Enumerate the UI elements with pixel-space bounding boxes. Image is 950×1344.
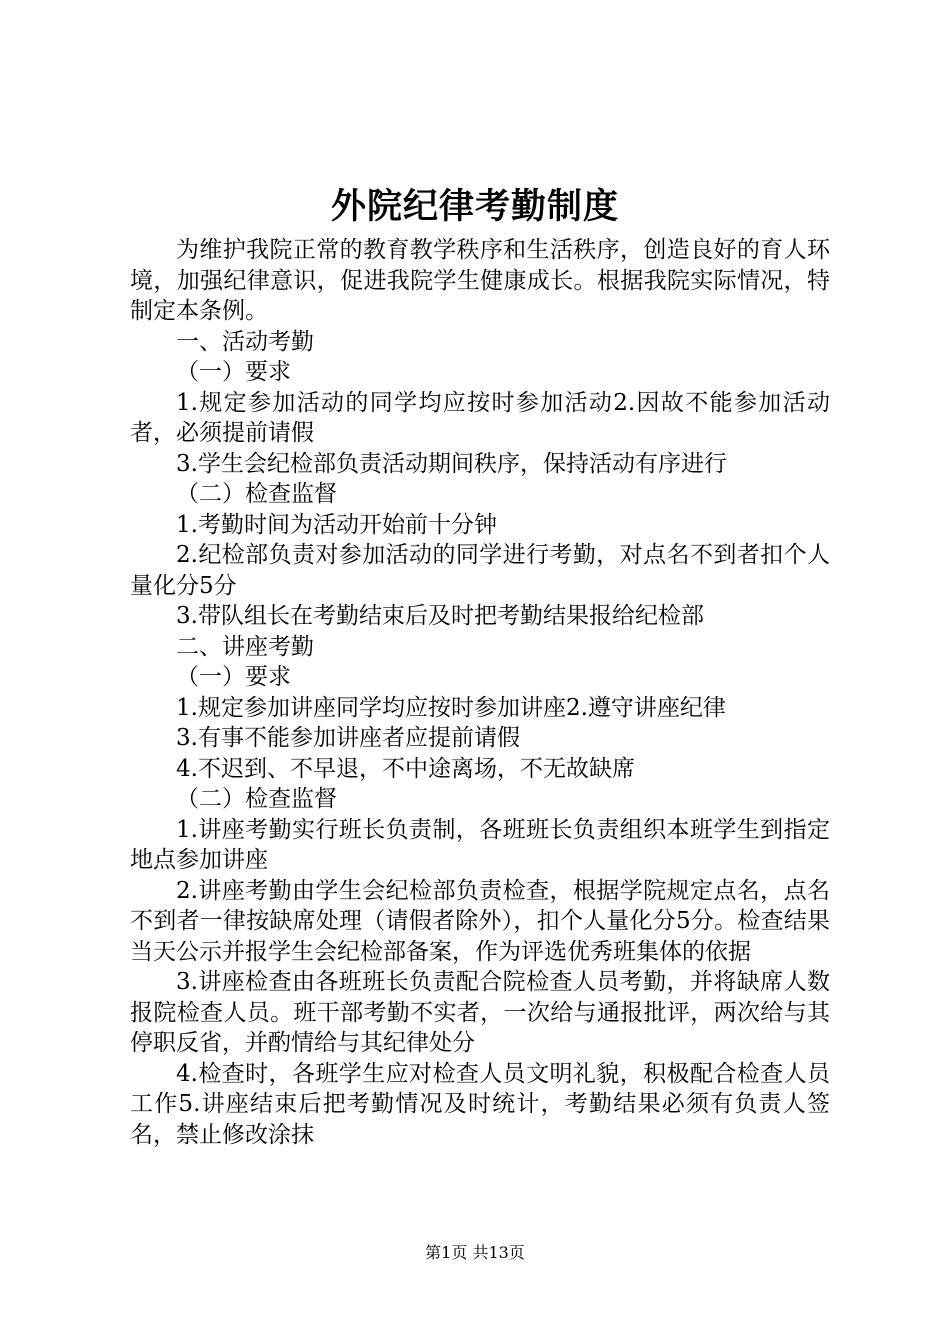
paragraph-item: 1.规定参加讲座同学均应按时参加讲座2.遵守讲座纪律 <box>176 694 726 721</box>
subheading-requirements: （一）要求 <box>176 664 291 690</box>
document-title: 外院纪律考勤制度 <box>330 186 619 227</box>
paragraph-item: 4.不迟到、不早退，不中途离场，不无故缺席 <box>176 755 635 782</box>
paragraph-item: 3.有事不能参加讲座者应提前请假 <box>176 725 520 751</box>
subheading-inspection: （二）检查监督 <box>176 786 337 812</box>
subheading-inspection: （二）检查监督 <box>176 481 337 507</box>
paragraph-item: 3.学生会纪检部负责活动期间秩序，保持活动有序进行 <box>176 450 727 477</box>
subheading-requirements: （一）要求 <box>176 359 291 385</box>
heading-activity-attendance: 一、活动考勤 <box>176 328 314 355</box>
paragraph-intro: 为维护我院正常的教育教学秩序和生活秩序，创造良好的育人环境，加强纪律意识，促进我院学生健康成长。根据我院实际情况，特制定本条例。 <box>130 237 830 324</box>
paragraph-item: 3.讲座检查由各班班长负责配合院检查人员考勤，并将缺席人数报院检查人员。班干部考勤不实者，一次给与通报批评，两次给与其停职反省，并酌情给与其纪律处分 <box>130 969 830 1056</box>
paragraph-item: 1.规定参加活动的同学均应按时参加活动2.因故不能参加活动者，必须提前请假 <box>130 389 830 446</box>
page-number-footer: 第1页 共13页 <box>425 1243 525 1262</box>
heading-lecture-attendance: 二、讲座考勤 <box>176 633 314 660</box>
document-body <box>130 235 830 1150</box>
paragraph-item: 2.纪检部负责对参加活动的同学进行考勤，对点名不到者扣个人量化分5分 <box>130 542 830 599</box>
paragraph-item: 3.带队组长在考勤结束后及时把考勤结果报给纪检部 <box>176 603 704 629</box>
paragraph-item: 2.讲座考勤由学生会纪检部负责检查，根据学院规定点名，点名不到者一律按缺席处理（请假者除外），扣个人量化分5分。检查结果当天公示并报学生会纪检部备案，作为评选优秀班集体的依据 <box>130 877 830 965</box>
paragraph-item: 1.考勤时间为活动开始前十分钟 <box>176 511 497 538</box>
paragraph-item: 4.检查时，各班学生应对检查人员文明礼貌，积极配合检查人员工作5.讲座结束后把考勤情况及时统计，考勤结果必须有负责人签名，禁止修改涂抹 <box>130 1060 830 1148</box>
paragraph-item: 1.讲座考勤实行班长负责制，各班班长负责组织本班学生到指定地点参加讲座 <box>130 816 830 873</box>
